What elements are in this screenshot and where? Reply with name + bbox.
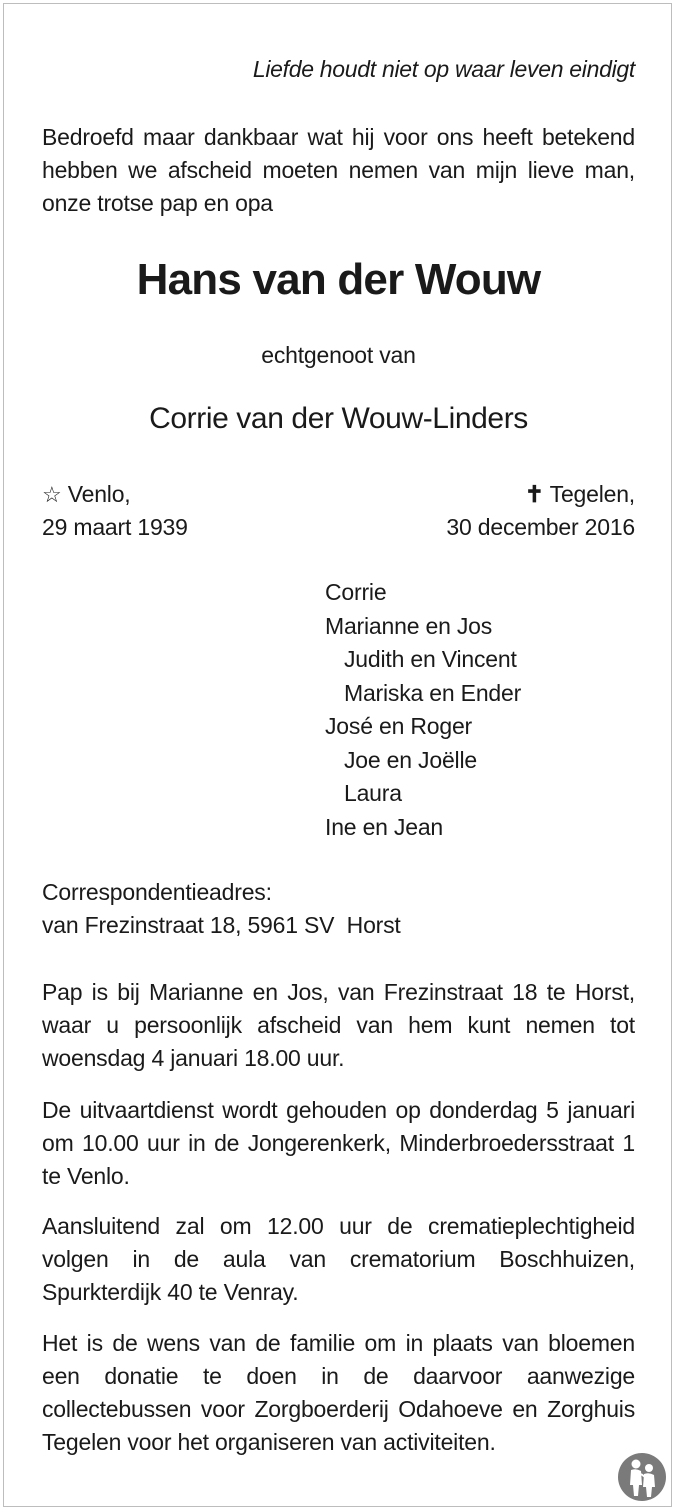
- death-date: 30 december 2016: [446, 514, 635, 540]
- family-member: Joe en Joëlle: [344, 746, 477, 773]
- death-cross-icon: ✝: [524, 481, 544, 507]
- family-member: Ine en Jean: [325, 813, 444, 840]
- donation-paragraph: Het is de wens van de familie om in plaats van bloemen een donatie te doen in de daarvoor aanwezige collectebussen voor Zorgboerderij Odahoeve en Zorghuis Tegelen voor het organiseren van activiteiten.: [42, 1330, 635, 1455]
- death-place: Tegelen,: [549, 481, 635, 507]
- deceased-name: Hans van der Wouw: [136, 255, 541, 304]
- cremation-paragraph: Aansluitend zal om 12.00 uur de crematieplechtigheid volgen in de aula van crematorium Boschhuizen, Spurkterdijk 40 te Venray.: [42, 1213, 635, 1305]
- intro-text: Bedroefd maar dankbaar wat hij voor ons heeft betekend hebben we afscheid moeten nemen van mijn lieve man, onze trotse pap en opa: [42, 124, 635, 216]
- visitation-paragraph: Pap is bij Marianne en Jos, van Frezinstraat 18 te Horst, waar u persoonlijk afscheid van hem kunt nemen tot woensdag 4 januari 18.00 uur.: [42, 979, 635, 1071]
- family-member: Laura: [344, 780, 402, 806]
- family-member: José en Roger: [325, 713, 472, 739]
- motto: Liefde houdt niet op waar leven eindigt: [252, 56, 635, 82]
- family-member: Judith en Vincent: [344, 646, 517, 672]
- family-member: Marianne en Jos: [325, 612, 493, 639]
- family-member: Corrie: [325, 579, 387, 605]
- birth-info: [42, 478, 188, 544]
- birth-date: 29 maart 1939: [42, 514, 188, 540]
- family-member: Mariska en Ender: [344, 679, 522, 706]
- funeral-service-paragraph: De uitvaartdienst wordt gehouden op donderdag 5 januari om 10.00 uur in de Jongerenkerk, Minderbroedersstraat 1 te Venlo.: [42, 1097, 635, 1189]
- birth-star-icon: ☆: [42, 482, 62, 507]
- correspondence-address: [42, 876, 635, 942]
- address-line: van Frezinstraat 18, 5961 SV Horst: [42, 912, 401, 938]
- address-label: Correspondentieadres:: [42, 879, 272, 905]
- death-info: [446, 478, 635, 544]
- birth-place: Venlo,: [67, 481, 131, 507]
- family-list: [325, 576, 521, 844]
- spouse-of-label: echtgenoot van: [261, 342, 416, 368]
- memorial-figures-logo-icon: [617, 1452, 667, 1502]
- spouse-name: Corrie van der Wouw-Linders: [149, 402, 528, 435]
